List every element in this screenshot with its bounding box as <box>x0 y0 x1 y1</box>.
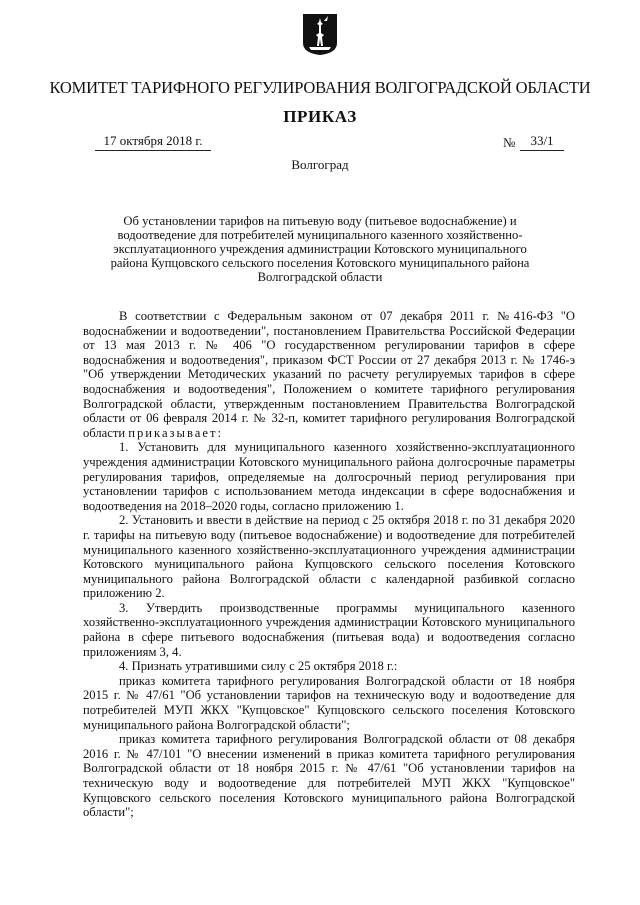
repealed-order-1-paragraph: приказ комитета тарифного регулирования Волгоградской области от 18 ноября 2015 г. № 47/61 "Об установлении тарифов на техническую воду и водоотведение для потребителей МУП ЖКХ "Купцовское" Купцовского сельского поселения Котовского муниципального района Волгоградской области"; <box>83 673 575 732</box>
repealed-order-2-paragraph: приказ комитета тарифного регулирования Волгоградской области от 08 декабря 2016 г. № 47/101 "О внесении изменений в приказ комитета тарифного регулирования Волгоградской области от 18 ноября 2015 г. № 47/61 "Об установлении тарифов на техническую воду и водоотведение для потребителей МУП ЖКХ "Купцовское" Купцовского сельского поселения Котовского муниципального района Волгоградской области"; <box>83 732 575 820</box>
item-4-paragraph: 4. Признать утратившими силу с 25 октября 2018 г.: <box>119 659 398 674</box>
organization-name: КОМИТЕТ ТАРИФНОГО РЕГУЛИРОВАНИЯ ВОЛГОГРАДСКОЙ ОБЛАСТИ <box>49 78 591 97</box>
city-name: Волгоград <box>291 157 349 172</box>
order-subject: Об установлении тарифов на питьевую воду (питьевое водоснабжение) и водоотведение для потребителей муниципального казенного хозяйственно-эксплуатационного учреждения администрации Котовского муниципального района Купцовского сельского поселения Котовского муниципального района Волгоградской области <box>110 214 530 284</box>
volgograd-emblem-icon <box>302 13 338 56</box>
preamble-text: В соответствии с Федеральным законом от 07 декабря 2011 г. №416-ФЗ "О водоснабжении и водоотведении", постановлением Правительства Российской Федерации от 13 мая 2013 г. № 406 "О государственном регулировании тарифов в сфере водоснабжения и водоотведения", приказом ФСТ России от 27 декабря 2013 г. № 1746-э "Об утверждении Методических указаний по расчету регулируемых тарифов в сфере водоснабжения и водоотведения", Положением о комитете тарифного регулирования Волгоградской области, утвержденным постановлением Правительства Волгоградской области от 06 февраля 2014 г. № 32-п, комитет тарифного регулирования Волгоградской области <box>83 309 575 440</box>
document-type-title: ПРИКАЗ <box>283 107 357 126</box>
item-1-paragraph: 1. Установить для муниципального казенного хозяйственно-эксплуатационного учреждения администрации Котовского муниципального района долгосрочные параметры регулирования тарифов, определяемые на долгосрочный период регулирования при установлении тарифов с использованием метода индексации в сфере водоснабжения и водоотведения на 2018–2020 годы, согласно приложению 1. <box>83 440 575 513</box>
number-sign: № <box>503 135 516 150</box>
preamble-paragraph <box>83 309 575 440</box>
order-date: 17 октября 2018 г. <box>95 133 211 151</box>
order-body <box>83 309 575 820</box>
orders-word: приказывает: <box>128 425 223 440</box>
order-number: 33/1 <box>520 133 564 151</box>
item-3-paragraph: 3. Утвердить производственные программы муниципального казенного хозяйственно-эксплуатационного учреждения администрации Котовского муниципального района в сфере питьевого водоснабжения (питьевая вода) и водоотведения согласно приложениям 3, 4. <box>83 600 575 659</box>
item-2-paragraph: 2. Установить и ввести в действие на период с 25 октября 2018 г. по 31 декабря 2020 г. тарифы на питьевую воду (питьевое водоснабжение) и водоотведение для потребителей муниципального казенного хозяйственно-эксплуатационного учреждения администрации Котовского муниципального района Купцовского сельского поселения Котовского муниципального района Волгоградской области с календарной разбивкой согласно приложению 2. <box>83 513 575 601</box>
